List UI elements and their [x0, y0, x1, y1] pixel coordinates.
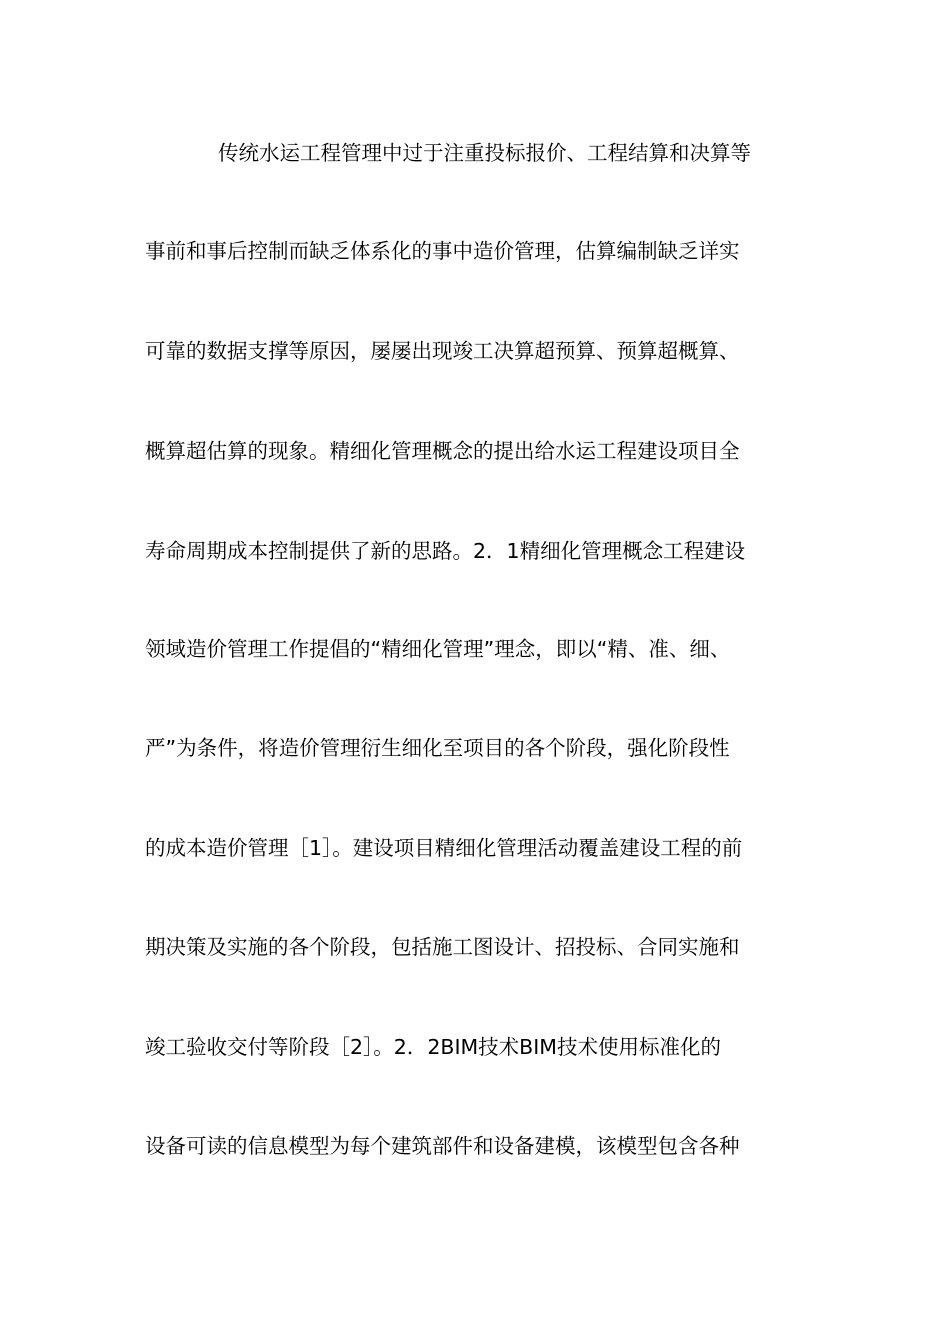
text-line-2: 事前和事后控制而缺乏体系化的事中造价管理，估算编制缺乏详实 — [145, 239, 740, 263]
text-line-10: 竣工验收交付等阶段［2］。2．2BIM技术BIM技术使用标准化的 — [145, 1035, 721, 1059]
text-line-1: 传统水运工程管理中过于注重投标报价、工程结算和决算等 — [218, 141, 751, 165]
text-line-7: 严”为条件，将造价管理衍生细化至项目的各个阶段，强化阶段性 — [145, 736, 730, 760]
text-line-11: 设备可读的信息模型为每个建筑部件和设备建模，该模型包含各种 — [145, 1134, 740, 1158]
text-line-8: 的成本造价管理［1］。建设项目精细化管理活动覆盖建设工程的前 — [145, 836, 743, 860]
text-line-5: 寿命周期成本控制提供了新的思路。2．1精细化管理概念工程建设 — [145, 539, 746, 563]
text-line-4: 概算超估算的现象。精细化管理概念的提出给水运工程建设项目全 — [145, 439, 740, 463]
text-line-3: 可靠的数据支撑等原因，屡屡出现竣工决算超预算、预算超概算、 — [145, 339, 740, 363]
text-line-9: 期决策及实施的各个阶段，包括施工图设计、招投标、合同实施和 — [145, 935, 740, 959]
text-line-6: 领域造价管理工作提倡的“精细化管理”理念，即以“精、准、细、 — [145, 637, 731, 661]
